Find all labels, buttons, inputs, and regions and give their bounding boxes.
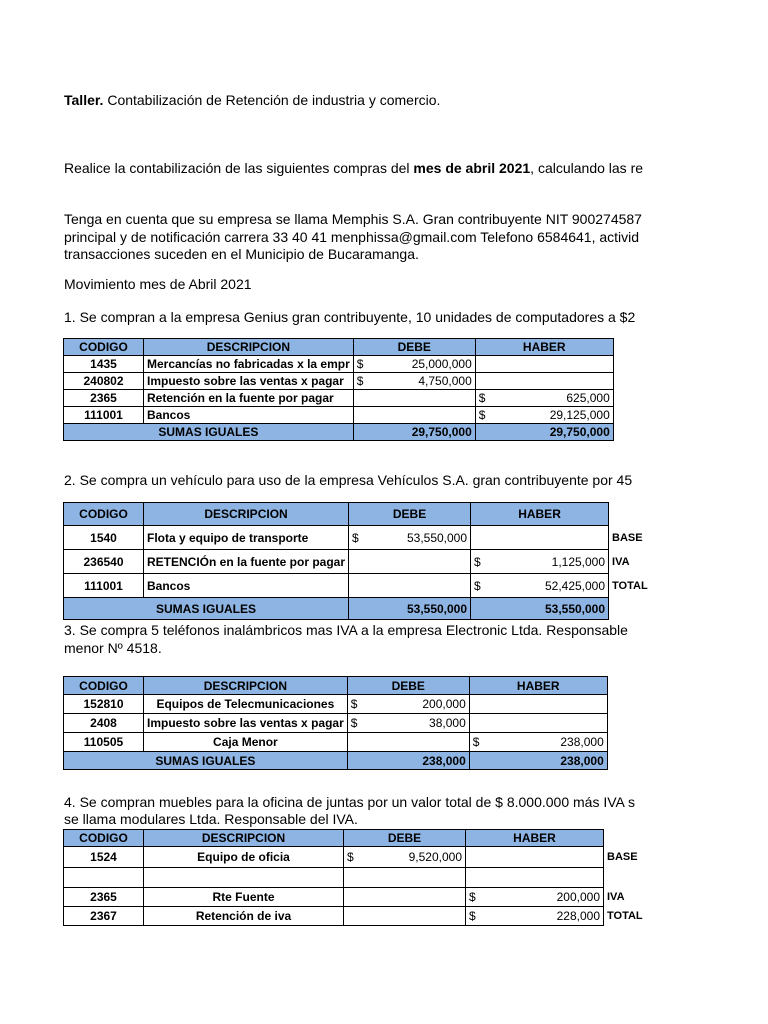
row-code: 2365: [64, 390, 144, 407]
exercise-2-statement: 2. Se compra un vehículo para uso de la empresa Vehículos S.A. gran contribuyente por 45: [64, 472, 633, 488]
table-row: [64, 714, 608, 733]
header-debe: DEBE: [353, 339, 475, 356]
table-row: [64, 390, 614, 407]
row-debe: [353, 373, 475, 390]
table-header-row: [64, 677, 608, 695]
row-description: Equipos de Telecmunicaciones: [144, 695, 348, 714]
row-code: 236540: [64, 550, 144, 574]
row-description: Bancos: [144, 574, 349, 598]
debe-value: 9,520,000: [408, 850, 462, 864]
sums-row: [64, 598, 693, 620]
side-label: TOTAL: [607, 910, 643, 922]
row-haber: [466, 907, 604, 926]
currency-symbol: $: [469, 909, 476, 923]
currency-symbol: $: [469, 890, 476, 904]
row-description: RETENCIÓn en la fuente por pagar: [144, 550, 349, 574]
table-row: [64, 907, 688, 926]
currency-symbol: $: [478, 408, 486, 422]
header-descripcion: DESCRIPCION: [144, 830, 344, 847]
currency-symbol: $: [356, 357, 364, 371]
row-code: 2365: [64, 888, 144, 907]
currency-symbol: $: [347, 850, 354, 864]
row-code: 110505: [64, 733, 144, 752]
haber-value: 238,000: [560, 735, 604, 749]
row-code: 1524: [64, 847, 144, 868]
exercise-2-table: [63, 502, 693, 620]
currency-symbol: $: [350, 697, 358, 711]
row-haber: [471, 526, 609, 550]
haber-value: 29,125,000: [549, 408, 610, 422]
company-info-line-3: transacciones suceden en el Municipio de Bucaramanga.: [64, 246, 419, 262]
header-descripcion: DESCRIPCION: [144, 503, 349, 526]
debe-value: 4,750,000: [418, 374, 472, 388]
row-haber: [466, 847, 604, 868]
header-debe: DEBE: [344, 830, 466, 847]
row-haber: [469, 733, 607, 752]
exercise-4-statement-line-1: 4. Se compran muebles para la oficina de juntas por un valor total de $ 8.000.000 más IVA s: [64, 794, 635, 810]
row-description: Impuesto sobre las ventas x pagar: [144, 373, 354, 390]
header-debe: DEBE: [347, 677, 469, 695]
document-title: Taller. Contabilización de Retención de industria y comercio.: [64, 92, 441, 108]
haber-value: 200,000: [556, 890, 600, 904]
exercise-4-table: [63, 829, 688, 926]
header-haber: HABER: [475, 339, 613, 356]
sums-label: SUMAS IGUALES: [64, 752, 348, 770]
currency-symbol: $: [474, 578, 481, 593]
debe-value: 25,000,000: [411, 357, 472, 371]
row-debe: [344, 888, 466, 907]
table-row: [64, 888, 688, 907]
sum-haber: 238,000: [469, 752, 607, 770]
row-debe: [349, 574, 471, 598]
sums-row: [64, 424, 614, 441]
row-haber: [475, 373, 613, 390]
row-code: 1435: [64, 356, 144, 373]
row-code: 111001: [64, 407, 144, 424]
period-label: Movimiento mes de Abril 2021: [64, 276, 252, 292]
haber-value: 1,125,000: [551, 554, 606, 569]
table-header-row: [64, 830, 688, 847]
table-row-empty: [64, 868, 688, 888]
row-haber: [466, 868, 604, 888]
row-description: Retención de iva: [144, 907, 344, 926]
row-code: 2367: [64, 907, 144, 926]
sums-label: SUMAS IGUALES: [64, 424, 354, 441]
row-haber: [469, 714, 607, 733]
row-haber: [471, 550, 609, 574]
table-row: [64, 526, 693, 550]
table-header-row: [64, 339, 614, 356]
currency-symbol: $: [350, 716, 358, 730]
row-debe: [349, 526, 471, 550]
haber-value: 228,000: [556, 909, 600, 923]
table-row: [64, 373, 614, 390]
row-description: Bancos: [144, 407, 354, 424]
row-description: Equipo de oficia: [144, 847, 344, 868]
row-haber: [466, 888, 604, 907]
table-row: [64, 407, 614, 424]
row-description: [144, 868, 344, 888]
row-code: 240802: [64, 373, 144, 390]
sums-row: [64, 752, 608, 770]
header-descripcion: DESCRIPCION: [144, 339, 354, 356]
row-debe: [347, 733, 469, 752]
row-code: [64, 868, 144, 888]
haber-value: 625,000: [566, 391, 610, 405]
exercise-1-statement: 1. Se compran a la empresa Genius gran contribuyente, 10 unidades de computadores a $2: [64, 309, 636, 325]
currency-symbol: $: [478, 391, 486, 405]
header-haber: HABER: [469, 677, 607, 695]
header-codigo: CODIGO: [64, 339, 144, 356]
row-description: Caja Menor: [144, 733, 348, 752]
table-row: [64, 550, 693, 574]
exercise-4-statement-line-2: se llama modulares Ltda. Responsable del IVA.: [64, 811, 358, 827]
row-description: Impuesto sobre las ventas x pagar: [144, 714, 348, 733]
table-row: [64, 574, 693, 598]
row-haber: [475, 356, 613, 373]
header-haber: HABER: [466, 830, 604, 847]
row-haber: [475, 407, 613, 424]
row-debe: [344, 847, 466, 868]
sum-debe: 53,550,000: [349, 598, 471, 620]
row-debe: [349, 550, 471, 574]
row-debe: [344, 868, 466, 888]
row-haber: [469, 695, 607, 714]
row-debe: [353, 390, 475, 407]
side-label: TOTAL: [612, 579, 648, 592]
sum-haber: 29,750,000: [475, 424, 613, 441]
sums-label: SUMAS IGUALES: [64, 598, 349, 620]
row-code: 2408: [64, 714, 144, 733]
sum-debe: 238,000: [347, 752, 469, 770]
table-row: [64, 695, 608, 714]
row-debe: [347, 695, 469, 714]
header-codigo: CODIGO: [64, 677, 144, 695]
row-description: Rte Fuente: [144, 888, 344, 907]
debe-value: 200,000: [422, 697, 466, 711]
header-descripcion: DESCRIPCION: [144, 677, 348, 695]
row-haber: [475, 390, 613, 407]
currency-symbol: $: [472, 735, 480, 749]
row-code: 152810: [64, 695, 144, 714]
header-haber: HABER: [471, 503, 609, 526]
debe-value: 53,550,000: [406, 530, 468, 545]
row-debe: [353, 407, 475, 424]
row-debe: [353, 356, 475, 373]
company-info-line-1: Tenga en cuenta que su empresa se llama Memphis S.A. Gran contribuyente NIT 900274587: [64, 211, 642, 227]
row-code: 111001: [64, 574, 144, 598]
currency-symbol: $: [352, 530, 359, 545]
currency-symbol: $: [356, 374, 364, 388]
instruction-text: Realice la contabilización de las siguientes compras del mes de abril 2021, calculando las re: [64, 160, 644, 176]
company-info-line-2: principal y de notificación carrera 33 40 41 menphissa@gmail.com Telefono 6584641, activid: [64, 229, 640, 245]
side-label: IVA: [607, 891, 625, 903]
table-row: [64, 356, 614, 373]
exercise-1-table: [63, 338, 614, 441]
currency-symbol: $: [474, 554, 481, 569]
table-header-row: [64, 503, 693, 526]
exercise-3-statement-line-1: 3. Se compra 5 teléfonos inalámbricos mas IVA a la empresa Electronic Ltda. Responsable: [64, 622, 628, 638]
header-debe: DEBE: [349, 503, 471, 526]
exercise-3-statement-line-2: menor Nº 4518.: [64, 640, 162, 656]
row-debe: [344, 907, 466, 926]
side-label: BASE: [607, 851, 638, 863]
row-haber: [471, 574, 609, 598]
table-row: [64, 847, 688, 868]
row-description: Mercancías no fabricadas x la empr: [144, 356, 354, 373]
row-code: 1540: [64, 526, 144, 550]
exercise-3-table: [63, 676, 608, 770]
table-row: [64, 733, 608, 752]
debe-value: 38,000: [429, 716, 466, 730]
side-label: BASE: [612, 531, 643, 544]
header-codigo: CODIGO: [64, 830, 144, 847]
header-codigo: CODIGO: [64, 503, 144, 526]
row-description: Flota y equipo de transporte: [144, 526, 349, 550]
row-description: Retención en la fuente por pagar: [144, 390, 354, 407]
haber-value: 52,425,000: [544, 578, 606, 593]
row-debe: [347, 714, 469, 733]
sum-debe: 29,750,000: [353, 424, 475, 441]
side-label: IVA: [612, 555, 630, 568]
sum-haber: 53,550,000: [471, 598, 609, 620]
